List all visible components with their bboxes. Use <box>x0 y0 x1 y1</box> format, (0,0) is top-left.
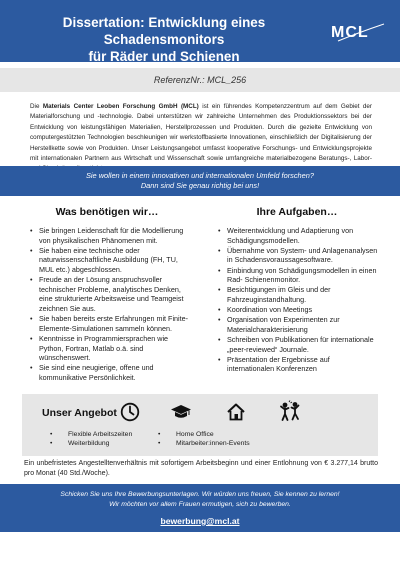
offer-list-right <box>158 430 358 448</box>
motivation-line2: Dann sind Sie genau richtig bei uns! <box>140 181 260 190</box>
offer-item: • Flexible Arbeitszeiten <box>50 430 180 439</box>
tasks-list-item: • Koordination von Meetings <box>218 305 378 315</box>
salary-statement: Ein unbefristetes Angestelltenverhältnis mit sofortigem Arbeitsbeginn und einer Entlohnung von € 3.277,14 brutto pro Monat (40 Std./Woche). <box>24 460 378 477</box>
tasks-list-item: • Besichtigungen im Gleis und der Fahrzeuginstandhaltung. <box>218 285 378 304</box>
page-title <box>14 14 314 65</box>
clock-icon <box>120 402 140 422</box>
mcl-logo-text: MCL <box>331 24 369 41</box>
requirements-list-item: • Sie haben bereits erste Erfahrungen mit Finite-Elemente-Simulationen sammeln können. <box>30 314 192 333</box>
header-banner <box>0 0 400 62</box>
offer-item: • Home Office <box>158 430 358 439</box>
reference-number: ReferenzNr.: MCL_256 <box>153 75 247 85</box>
graduation-cap-icon <box>170 404 192 420</box>
requirements-list-item: • Sie sind eine neugierige, offene und kommunikative Persönlichkeit. <box>30 363 192 382</box>
requirements-list-item: • Kenntnisse in Programmiersprachen wie Python, Fortran, Matlab o.ä. sind wünschenswert. <box>30 334 192 363</box>
home-icon <box>226 402 246 422</box>
tasks-list-item: • Übernahme von System- und Anlagenanalysen in Schadensvoraussagesoftware. <box>218 246 378 265</box>
requirements-list <box>30 226 192 383</box>
offer-box <box>22 394 378 456</box>
page-title-line2: für Räder und Schienen <box>88 49 240 64</box>
offer-heading: Unser Angebot <box>42 407 117 419</box>
intro-company-name: Materials Center Leoben Forschung GmbH (MCL) <box>42 103 199 110</box>
application-email-link[interactable]: bewerbung@mcl.at <box>160 516 240 526</box>
tasks-list-item: • Präsentation der Ergebnisse auf internationalen Konferenzen <box>218 355 378 374</box>
tasks-list-item: • Einbindung von Schädigungsmodellen in einen Rad- Schienenmonitor. <box>218 266 378 285</box>
requirements-list-item: • Sie bringen Leidenschaft für die Modellierung von physikalischen Phänomenen mit. <box>30 226 192 245</box>
footer-line1: Schicken Sie uns Ihre Bewerbungsunterlagen. Wir würden uns freuen, Sie kennen zu lernen! <box>60 491 340 498</box>
requirements-list-item: • Freude an der Lösung anspruchsvoller technischer Probleme, analytisches Denken, eine strukturierte Arbeitsweise und Teamgeist zeichnen Sie aus. <box>30 275 192 313</box>
requirements-heading: Was benötigen wir… <box>55 206 159 218</box>
tasks-heading: Ihre Aufgaben… <box>256 206 338 218</box>
motivation-line1: Sie wollen in einem innovativen und internationalen Umfeld forschen? <box>85 171 315 180</box>
intro-text-after: ist ein führendes Kompetenzzentrum auf dem Gebiet der Materialforschung und -technologie. Dabei unterstützen wir zahlreiche Unternehmen des Produktionssektors bei der Entwicklung von leistungsfähigen Materialien, Herstellprozessen und Produkten. Durch die gezielte Entwicklung von computergestützten Technologien beschleunigen wir werkstoffbasierte Innovationen, einschließlich der Digitalisierung der Herstellkette sowie von Produkten. Unser Leistungsangebot umfasst kooperative Forschungs- und Entwicklungsprojekte mit internationalen Partnern aus Wirtschaft und Wissenschaft sowie umfangreiche materialbezogene Beratungs-, Labor- <box>30 103 372 163</box>
tasks-list <box>218 226 378 375</box>
requirements-list-item: • Sie haben eine technische oder naturwissenschaftliche Ausbildung (FH, TU, MUL etc.) abgeschlossen. <box>30 246 192 275</box>
offer-item: • Mitarbeiter:innen-Events <box>158 439 358 448</box>
intro-text-before: Die <box>30 103 40 110</box>
motivation-band <box>0 166 400 196</box>
intro-paragraph <box>30 102 372 175</box>
people-celebrating-icon <box>278 400 302 422</box>
page-title-line1: Dissertation: Entwicklung eines Schadensmonitors <box>62 15 266 47</box>
footer-line2: Wir möchten vor allem Frauen ermutigen, sich zu bewerben. <box>109 501 291 508</box>
offer-item: • Weiterbildung <box>50 439 180 448</box>
tasks-list-item: • Schreiben von Publikationen für internationale „peer-reviewed“ Journale. <box>218 335 378 354</box>
reference-bar <box>0 68 400 92</box>
tasks-list-item: • Organisation von Experimenten zur Materialcharakterisierung <box>218 315 378 334</box>
mcl-logo <box>330 20 386 42</box>
tasks-list-item: • Weiterentwicklung und Adaptierung von Schädigungsmodellen. <box>218 226 378 245</box>
